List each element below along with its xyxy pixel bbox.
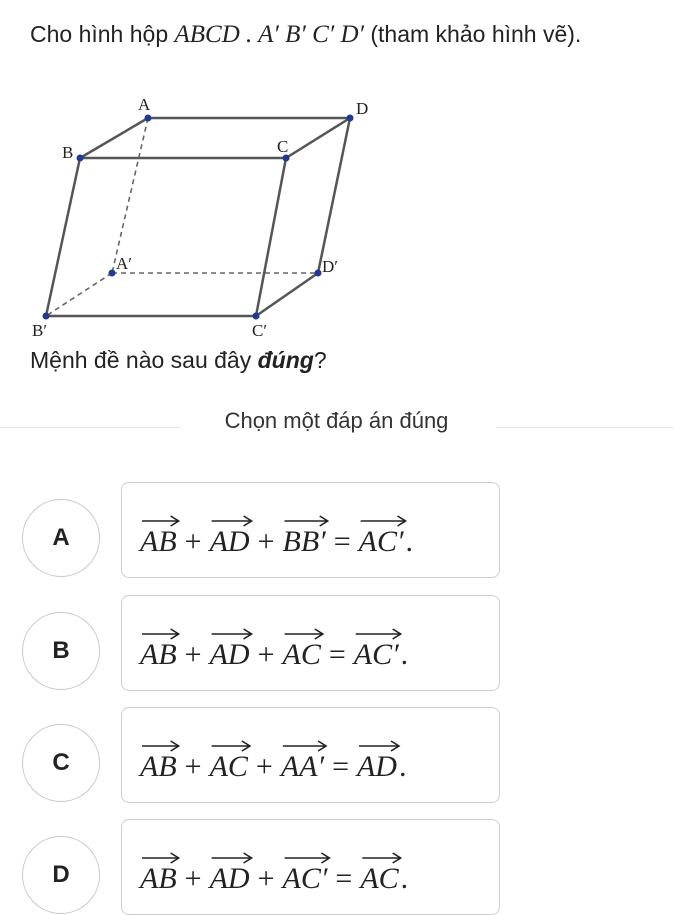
vector-term: AA′ [280,750,325,783]
option-equation [122,708,499,802]
prompt-after: ? [313,347,327,373]
option-letter[interactable]: D [22,836,100,914]
question-text [30,14,650,55]
question-prefix: Cho hình hộp [30,21,175,47]
prompt-emphasis: đúng [257,347,314,373]
divider-right [496,427,673,428]
vector-term: AB [140,525,177,558]
vector-term: AD [356,750,397,783]
label-Ap: A′ [116,254,132,273]
option-a[interactable] [22,482,502,578]
equation-end: . [400,862,409,895]
operator: = [335,862,353,895]
edge-BD-top [80,118,148,158]
question-math: ABCD . A′ B′ C′ D′ [174,21,364,48]
operator: + [184,862,202,895]
option-letter[interactable]: A [22,499,100,577]
question-suffix: (tham khảo hình vẽ). [363,21,582,47]
vector-term: AD [209,862,250,895]
option-equation [122,596,499,690]
vector-term: AD [209,525,250,558]
operator: = [332,750,349,783]
operator: + [184,750,202,783]
label-C: C [277,137,289,156]
equation-end: . [398,750,407,783]
edge-CD [286,118,350,158]
vector-term: AC′ [282,862,328,895]
vector-term: AB [140,750,177,783]
edge-BBp [46,158,80,316]
edge-DDp [318,118,350,273]
option-c[interactable] [22,707,502,803]
operator: + [257,862,275,895]
instruction-text: Chọn một đáp án đúng [224,408,449,433]
option-equation [122,483,499,577]
label-Bp: B′ [32,321,48,340]
operator: = [328,638,346,671]
option-b[interactable] [22,595,502,691]
operator: + [255,750,273,783]
label-Cp: C′ [252,321,268,340]
vector-term: AC′ [353,638,399,671]
option-answer-box[interactable] [121,482,500,578]
label-B: B [62,143,74,162]
operator: = [333,525,351,558]
label-D: D [356,99,369,118]
label-A: A [138,96,151,114]
option-letter[interactable]: C [22,724,100,802]
vector-term: AC [282,638,321,671]
operator: + [257,638,275,671]
option-equation [122,820,499,914]
prompt-before: Mệnh đề nào sau đây [30,347,258,373]
option-answer-box[interactable] [121,595,500,691]
vector-term: AD [209,638,250,671]
vector-term: AC [209,750,248,783]
vector-term: BB′ [282,525,326,558]
edge-ApBp-hidden [46,273,112,316]
equation-end: . [400,638,409,671]
option-d[interactable] [22,819,502,915]
vector-term: AB [140,862,177,895]
option-letter[interactable]: B [22,612,100,690]
operator: + [184,525,202,558]
vector-term: AC′ [358,525,404,558]
edge-CpDp [256,273,318,316]
equation-end: . [405,525,414,558]
edge-CCp [256,158,286,316]
option-answer-box[interactable] [121,819,500,915]
vector-term: AC [360,862,399,895]
operator: + [184,638,202,671]
option-answer-box[interactable] [121,707,500,803]
operator: + [257,525,275,558]
vector-term: AB [140,638,177,671]
edge-AAp-hidden [112,118,148,273]
label-Dp: D′ [322,257,338,276]
question-prompt [30,340,327,380]
parallelepiped-figure [28,96,388,346]
